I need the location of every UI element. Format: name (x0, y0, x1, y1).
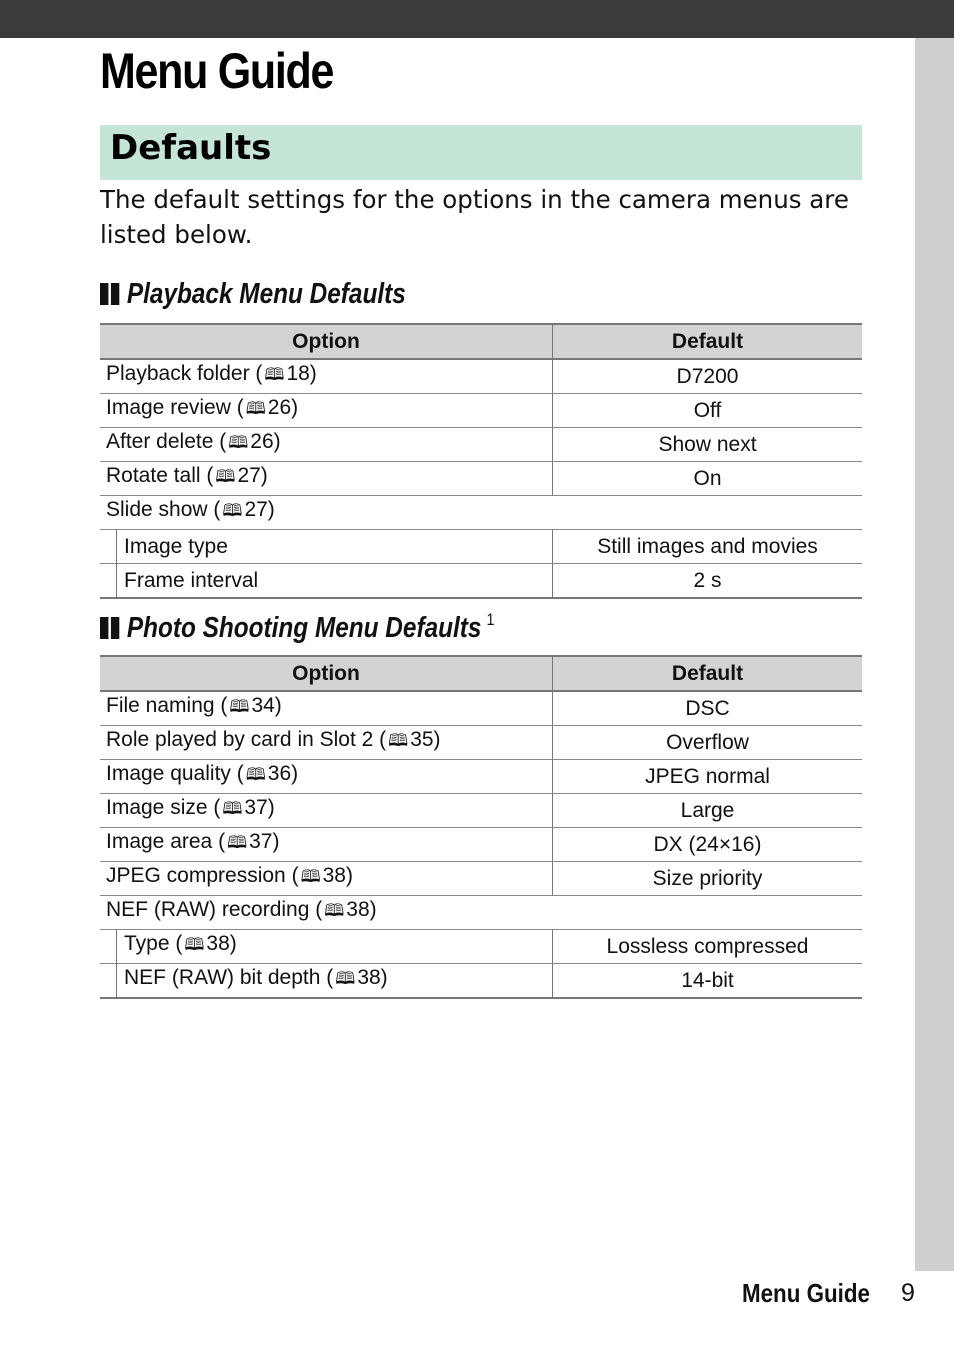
option-cell: Image quality ( 🕮36) (100, 760, 553, 794)
sub-option-cell: NEF (RAW) bit depth ( 🕮38) (100, 964, 553, 999)
table-subrow (100, 930, 862, 964)
option-group-cell: NEF (RAW) recording ( 🕮38) (100, 896, 862, 930)
table-row (100, 394, 862, 428)
option-cell: Image review ( 🕮26) (100, 394, 553, 428)
default-cell: Lossless compressed (553, 930, 863, 964)
book-reference-icon: 🕮 (222, 501, 243, 521)
top-bar (0, 0, 954, 38)
photo-shooting-defaults-table (100, 655, 862, 999)
footer-section-label: Menu Guide (742, 1278, 870, 1308)
book-reference-icon: 🕮 (264, 365, 285, 385)
book-reference-icon: 🕮 (229, 697, 250, 717)
column-header-option: Option (100, 324, 553, 359)
option-cell: Image area ( 🕮37) (100, 828, 553, 862)
default-cell: Large (553, 794, 863, 828)
default-cell: On (553, 462, 863, 496)
page-number: 9 (901, 1279, 915, 1307)
default-cell: D7200 (553, 359, 863, 394)
table-group-row (100, 896, 862, 930)
option-cell: Rotate tall ( 🕮27) (100, 462, 553, 496)
table-subrow (100, 964, 862, 999)
option-cell: After delete ( 🕮26) (100, 428, 553, 462)
default-cell: DSC (553, 691, 863, 726)
book-reference-icon: 🕮 (215, 467, 236, 487)
photo-shooting-heading (100, 610, 494, 645)
column-header-option: Option (100, 656, 553, 691)
table-row (100, 462, 862, 496)
default-cell: Size priority (553, 862, 863, 896)
table-row (100, 828, 862, 862)
option-cell: Image size ( 🕮37) (100, 794, 553, 828)
option-cell: JPEG compression ( 🕮38) (100, 862, 553, 896)
default-cell: Off (553, 394, 863, 428)
table-subrow (100, 564, 862, 599)
default-cell: Still images and movies (553, 530, 863, 564)
column-header-default: Default (553, 656, 863, 691)
option-group-cell: Slide show ( 🕮27) (100, 496, 862, 530)
option-cell: Playback folder ( 🕮18) (100, 359, 553, 394)
heading-marker-icon (100, 283, 120, 305)
page-title: Menu Guide (100, 43, 334, 99)
table-row (100, 862, 862, 896)
book-reference-icon: 🕮 (245, 765, 266, 785)
table-header-row (100, 324, 862, 359)
photo-shooting-heading-text: Photo Shooting Menu Defaults (126, 612, 482, 644)
book-reference-icon: 🕮 (300, 867, 321, 887)
option-cell: File naming ( 🕮34) (100, 691, 553, 726)
sub-option-cell: Frame interval (100, 564, 553, 599)
table-row (100, 726, 862, 760)
table-header-row (100, 656, 862, 691)
default-cell: Show next (553, 428, 863, 462)
column-header-default: Default (553, 324, 863, 359)
playback-heading-text: Playback Menu Defaults (126, 278, 406, 310)
table-subrow (100, 530, 862, 564)
default-cell: 14-bit (553, 964, 863, 999)
heading-marker-icon (100, 617, 120, 639)
book-reference-icon: 🕮 (388, 731, 409, 751)
table-row (100, 359, 862, 394)
playback-heading (100, 278, 406, 311)
intro-text: The default settings for the options in the camera menus are listed below. (100, 185, 849, 249)
footnote-mark: 1 (486, 610, 495, 629)
table-row (100, 428, 862, 462)
default-cell: DX (24×16) (553, 828, 863, 862)
table-row (100, 691, 862, 726)
sub-option-cell: Type ( 🕮38) (100, 930, 553, 964)
table-group-row (100, 496, 862, 530)
side-tab (915, 38, 954, 1271)
section-title: Defaults (110, 128, 272, 168)
book-reference-icon: 🕮 (184, 935, 205, 955)
default-cell: 2 s (553, 564, 863, 599)
sub-option-cell: Image type (100, 530, 553, 564)
table-row (100, 760, 862, 794)
book-reference-icon: 🕮 (335, 969, 356, 989)
book-reference-icon: 🕮 (227, 833, 248, 853)
option-cell: Role played by card in Slot 2 ( 🕮35) (100, 726, 553, 760)
book-reference-icon: 🕮 (324, 901, 345, 921)
default-cell: Overflow (553, 726, 863, 760)
table-row (100, 794, 862, 828)
section-band (100, 125, 862, 180)
book-reference-icon: 🕮 (228, 433, 249, 453)
playback-defaults-table (100, 323, 862, 599)
book-reference-icon: 🕮 (245, 399, 266, 419)
default-cell: JPEG normal (553, 760, 863, 794)
book-reference-icon: 🕮 (222, 799, 243, 819)
